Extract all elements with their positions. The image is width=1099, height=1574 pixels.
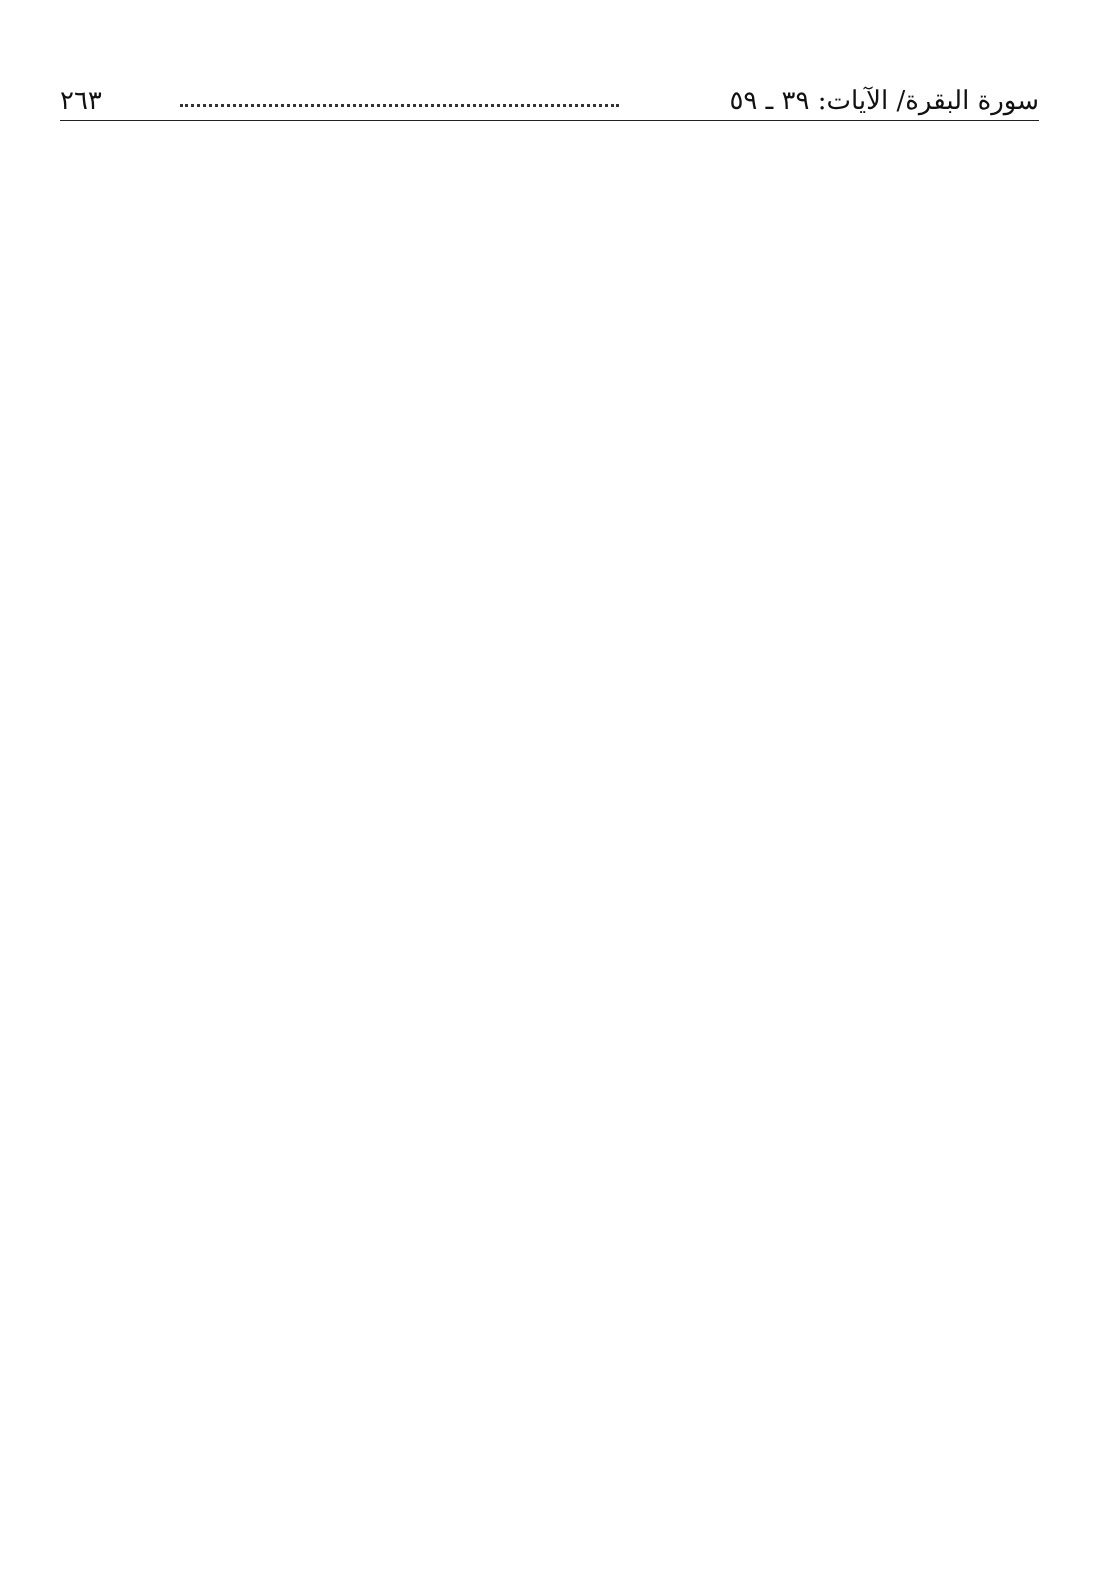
- dot-leader: [180, 104, 619, 107]
- running-title: سورة البقرة/ الآيات: ٣٩ ـ ٥٩: [729, 86, 1039, 116]
- page-number: ٢٦٣: [60, 86, 102, 116]
- running-header: [60, 80, 1039, 121]
- body-text: [55, 140, 1039, 1554]
